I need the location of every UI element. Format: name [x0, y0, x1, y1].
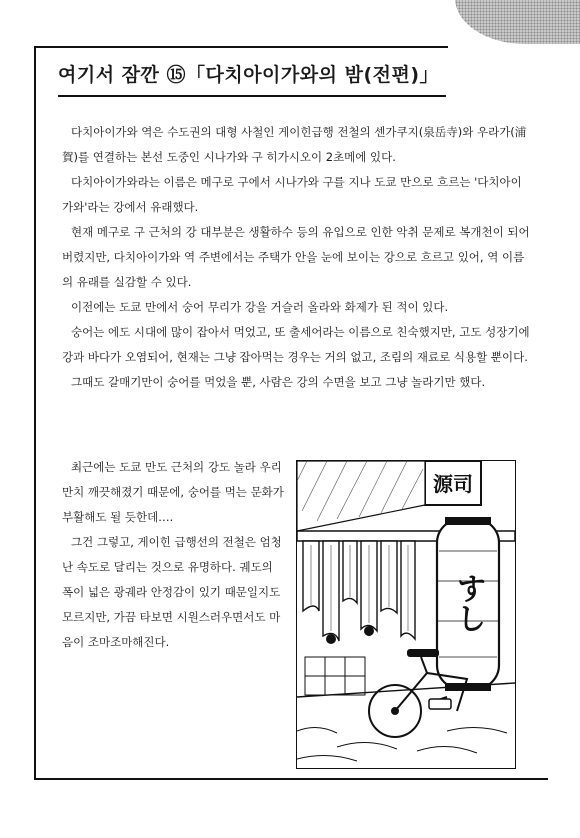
frame-top-border	[34, 46, 448, 48]
title-underline	[58, 95, 446, 97]
noren-curtain	[303, 541, 415, 641]
building-wall	[297, 461, 425, 531]
frame-bottom-border	[34, 778, 548, 780]
bicycle-pedal	[429, 699, 451, 709]
lantern-cap	[445, 517, 491, 525]
curtain-knot	[364, 626, 374, 636]
shop-sign-text: 源司	[433, 472, 473, 496]
main-text	[62, 120, 530, 395]
bicycle-seat	[407, 649, 439, 657]
lantern-text: すし	[450, 573, 486, 633]
side-text	[62, 455, 284, 655]
paragraph: 이전에는 도쿄 만에서 숭어 무리가 강을 거슬러 올라와 화제가 된 적이 있다.	[71, 300, 449, 314]
frame-left-border	[34, 46, 36, 780]
paragraph: 숭어는 에도 시대에 많이 잡아서 먹었고, 또 출세어라는 이름으로 친숙했지만, 고도 성장기에 강과 바다가 오염되어, 현재는 그냥 잡아먹는 경우는 거의 없고, 조림의 재료로 식용할 뿐이다.	[62, 325, 530, 364]
curtain-knot	[326, 634, 336, 644]
paragraph: 다치아이가와 역은 수도권의 대형 사철인 게이힌급행 전철의 센가쿠지(泉岳寺)와 우라가(浦賀)를 연결하는 본선 도중인 시나가와 구 히가시오이 2초메에 있다.	[62, 125, 527, 164]
column-title: 여기서 잠깐 ⑮「다치아이가와의 밤(전편)」	[58, 64, 440, 86]
paragraph: 최근에는 도쿄 만도 근처의 강도 놀라 우리만치 깨끗해졌기 때문에, 숭어를 먹는 문화가 부활해도 될 듯한데….	[62, 460, 284, 524]
ground-stones	[297, 727, 507, 761]
paragraph: 그건 그렇고, 게이힌 급행선의 전철은 엄청난 속도로 달리는 것으로 유명하다. 궤도의 폭이 넓은 광궤라 안정감이 있기 때문일지도 모르지만, 가끔 타보면 시원스러우면서도 마음이 조마조마해진다.	[62, 535, 282, 649]
sushi-shop-illustration	[296, 460, 516, 769]
paragraph: 현재 메구로 구 근처의 강 대부분은 생활하수 등의 유입으로 인한 악취 문제로 복개천이 되어버렸지만, 다치아이가와 역 주변에서는 주택가 안을 눈에 보이는 강으로 흐르고 있어, 역 이름의 유래를 실감할 수 있다.	[62, 225, 530, 289]
window-lattice	[305, 657, 365, 695]
illustration-drawing	[297, 461, 515, 768]
corner-halftone-decoration	[455, 0, 580, 44]
paragraph: 다치아이가와라는 이름은 메구로 구에서 시나가와 구를 지나 도쿄 만으로 흐르는 '다치아이가와'라는 강에서 유래했다.	[62, 175, 522, 214]
paragraph: 그때도 갈매기만이 숭어를 먹었을 뿐, 사람은 강의 수면을 보고 그냥 놀라기만 했다.	[71, 375, 486, 389]
